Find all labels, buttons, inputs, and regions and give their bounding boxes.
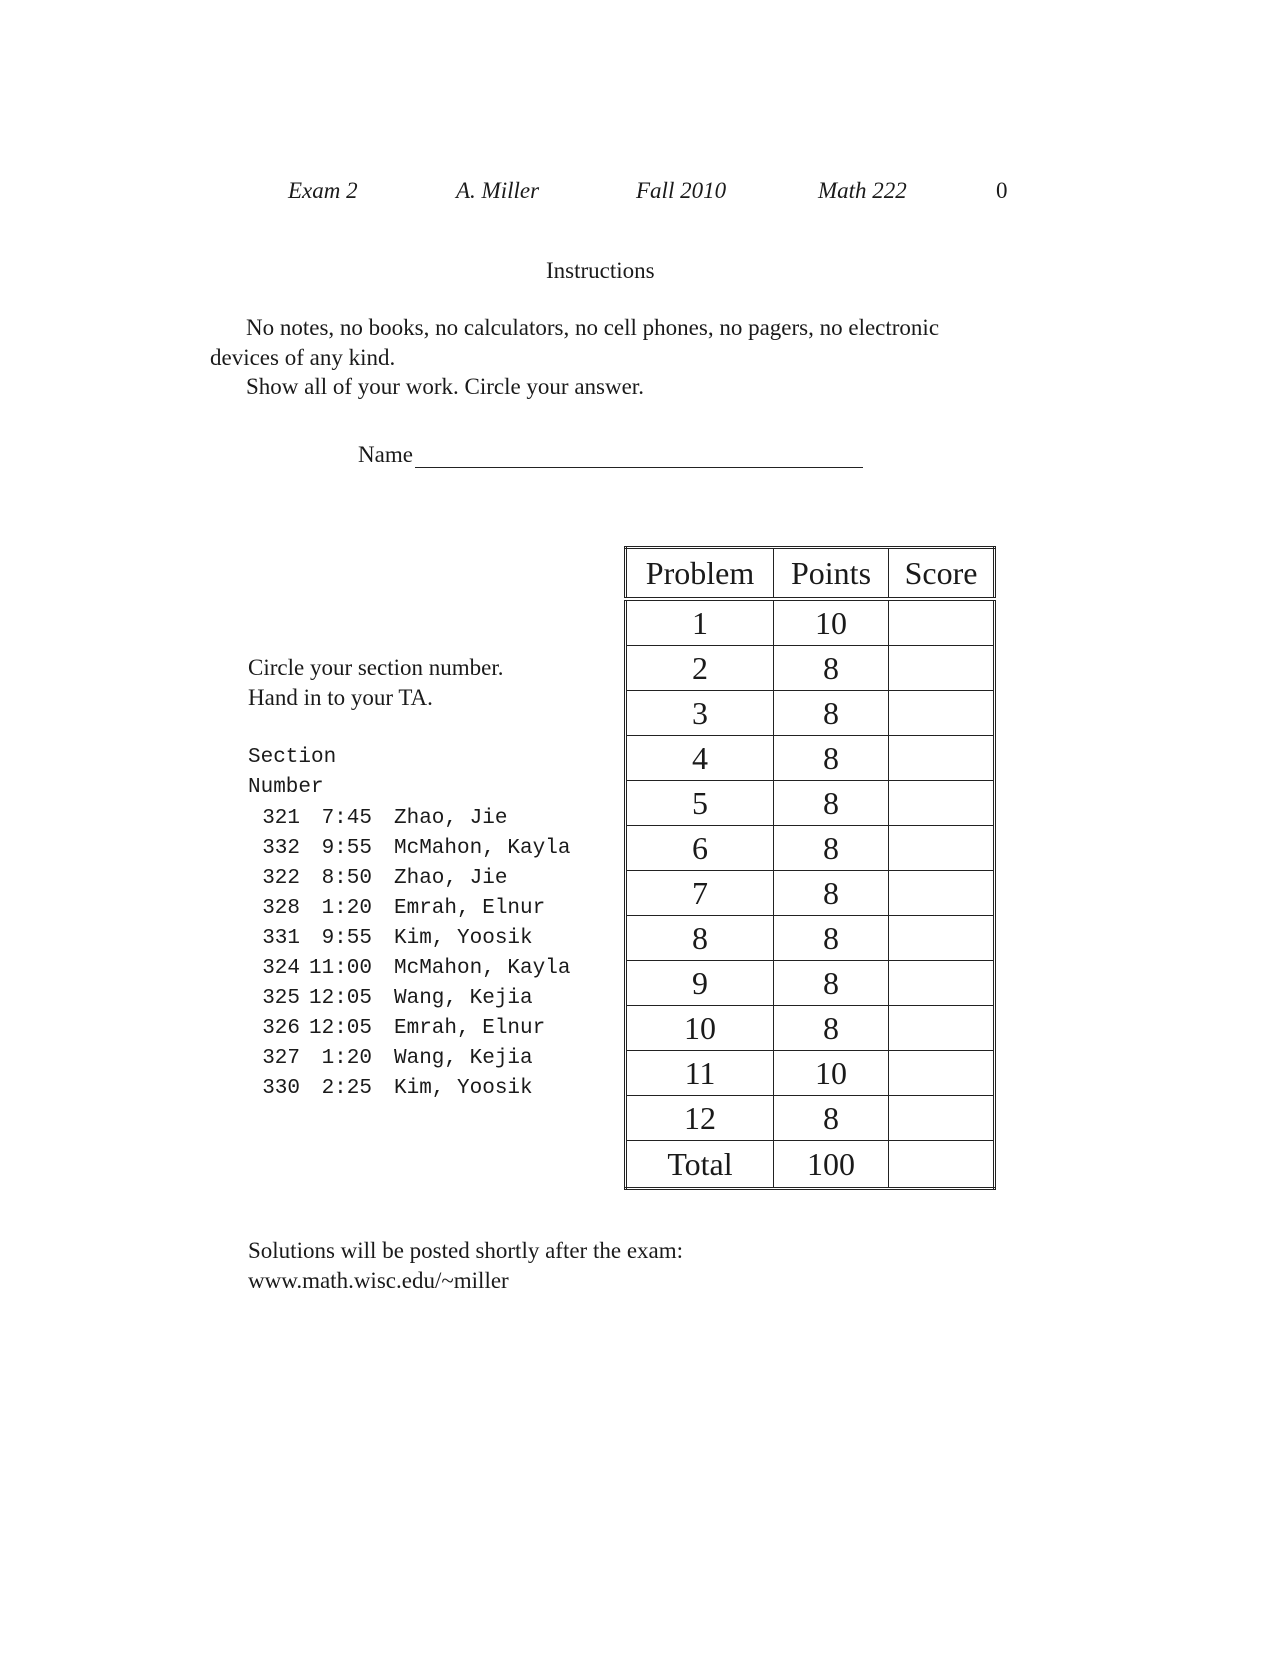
section-number: 331 — [262, 926, 300, 950]
term: Fall 2010 — [636, 178, 727, 203]
section-row — [248, 1043, 570, 1073]
section-number: 322 — [262, 866, 300, 890]
name-label: Name — [358, 442, 413, 467]
score-table-row — [626, 691, 995, 736]
points-cell: 8 — [774, 1006, 889, 1051]
section-number: 332 — [262, 836, 300, 860]
score-table-row — [626, 1051, 995, 1096]
header-score: Score — [889, 548, 995, 600]
section-time: 1:20 — [321, 1046, 372, 1070]
section-ta: Wang, Kejia — [394, 986, 533, 1010]
section-time: 1:20 — [321, 896, 372, 920]
score-table-row — [626, 781, 995, 826]
section-row — [248, 1073, 570, 1103]
section-header-line-2: Number — [248, 776, 324, 799]
points-cell: 10 — [774, 599, 889, 646]
section-row — [248, 803, 570, 833]
page-number: 0 — [996, 178, 1008, 203]
score-cell[interactable] — [889, 691, 995, 736]
section-ta: Zhao, Jie — [394, 806, 508, 830]
section-ta: Zhao, Jie — [394, 866, 508, 890]
solutions-url: www.math.wisc.edu/~miller — [248, 1268, 509, 1293]
name-blank-line[interactable] — [415, 445, 863, 468]
section-ta: McMahon, Kayla — [394, 836, 571, 860]
section-ta: Kim, Yoosik — [394, 1076, 533, 1100]
score-cell[interactable] — [889, 646, 995, 691]
problem-cell: 12 — [626, 1096, 774, 1141]
section-instruction-1: Circle your section number. — [248, 655, 504, 680]
exam-title: Exam 2 — [288, 178, 358, 203]
score-table-row — [626, 646, 995, 691]
score-cell[interactable] — [889, 781, 995, 826]
section-time: 7:45 — [321, 806, 372, 830]
score-table-row — [626, 736, 995, 781]
points-cell: 8 — [774, 961, 889, 1006]
score-table-row — [626, 1006, 995, 1051]
score-cell[interactable] — [889, 736, 995, 781]
section-row — [248, 983, 570, 1013]
points-cell: 8 — [774, 916, 889, 961]
section-time: 9:55 — [321, 836, 372, 860]
score-cell[interactable] — [889, 1006, 995, 1051]
problem-cell: 9 — [626, 961, 774, 1006]
section-row — [248, 833, 570, 863]
section-row — [248, 893, 570, 923]
section-time: 12:05 — [308, 1016, 372, 1040]
points-cell: 8 — [774, 646, 889, 691]
header-points: Points — [774, 548, 889, 600]
section-list — [248, 803, 570, 1103]
section-number: 321 — [262, 806, 300, 830]
name-field — [358, 442, 863, 468]
section-time: 2:25 — [321, 1076, 372, 1100]
problem-cell: 1 — [626, 599, 774, 646]
instructions-title: Instructions — [546, 258, 655, 283]
score-cell[interactable] — [889, 916, 995, 961]
points-cell: 8 — [774, 871, 889, 916]
author-name: A. Miller — [456, 178, 540, 203]
score-cell[interactable] — [889, 826, 995, 871]
problem-cell: 3 — [626, 691, 774, 736]
total-points: 100 — [774, 1141, 889, 1189]
score-cell[interactable] — [889, 961, 995, 1006]
problem-cell: 6 — [626, 826, 774, 871]
problem-cell: 4 — [626, 736, 774, 781]
section-row — [248, 1013, 570, 1043]
section-instruction-2: Hand in to your TA. — [248, 685, 433, 710]
section-time: 11:00 — [308, 956, 372, 980]
score-table-row — [626, 826, 995, 871]
section-time: 12:05 — [308, 986, 372, 1010]
section-number: 324 — [262, 956, 300, 980]
section-ta: Emrah, Elnur — [394, 1016, 546, 1040]
score-cell[interactable] — [889, 871, 995, 916]
instructions-line-3: Show all of your work. Circle your answer. — [246, 374, 644, 399]
score-table-row — [626, 916, 995, 961]
problem-cell: 5 — [626, 781, 774, 826]
section-ta: Emrah, Elnur — [394, 896, 546, 920]
problem-cell: 11 — [626, 1051, 774, 1096]
section-row — [248, 953, 570, 983]
score-cell[interactable] — [889, 1051, 995, 1096]
points-cell: 8 — [774, 826, 889, 871]
solutions-note: Solutions will be posted shortly after the exam: — [248, 1238, 684, 1263]
section-time: 9:55 — [321, 926, 372, 950]
course-name: Math 222 — [818, 178, 907, 203]
section-number: 327 — [262, 1046, 300, 1070]
points-cell: 8 — [774, 1096, 889, 1141]
points-cell: 8 — [774, 781, 889, 826]
section-number: 325 — [262, 986, 300, 1010]
section-ta: McMahon, Kayla — [394, 956, 571, 980]
total-score-cell[interactable] — [889, 1141, 995, 1189]
total-label: Total — [626, 1141, 774, 1189]
score-table-body — [626, 599, 995, 1189]
section-number: 326 — [262, 1016, 300, 1040]
score-table-row — [626, 1096, 995, 1141]
score-table-row — [626, 599, 995, 646]
problem-cell: 10 — [626, 1006, 774, 1051]
score-table-row — [626, 961, 995, 1006]
score-table — [624, 546, 996, 1190]
section-time: 8:50 — [321, 866, 372, 890]
points-cell: 8 — [774, 691, 889, 736]
score-cell[interactable] — [889, 599, 995, 646]
section-header-line-1: Section — [248, 746, 337, 769]
section-ta: Kim, Yoosik — [394, 926, 533, 950]
section-number: 328 — [262, 896, 300, 920]
score-table-row — [626, 871, 995, 916]
section-number: 330 — [262, 1076, 300, 1100]
points-cell: 10 — [774, 1051, 889, 1096]
points-cell: 8 — [774, 736, 889, 781]
section-ta: Wang, Kejia — [394, 1046, 533, 1070]
problem-cell: 2 — [626, 646, 774, 691]
section-row — [248, 863, 570, 893]
problem-cell: 8 — [626, 916, 774, 961]
instructions-line-2: devices of any kind. — [210, 345, 396, 370]
score-cell[interactable] — [889, 1096, 995, 1141]
score-table-total-row — [626, 1141, 995, 1189]
score-table-header-row — [626, 548, 995, 600]
instructions-line-1: No notes, no books, no calculators, no cell phones, no pagers, no electronic — [246, 315, 940, 340]
section-row — [248, 923, 570, 953]
header-problem: Problem — [626, 548, 774, 600]
problem-cell: 7 — [626, 871, 774, 916]
